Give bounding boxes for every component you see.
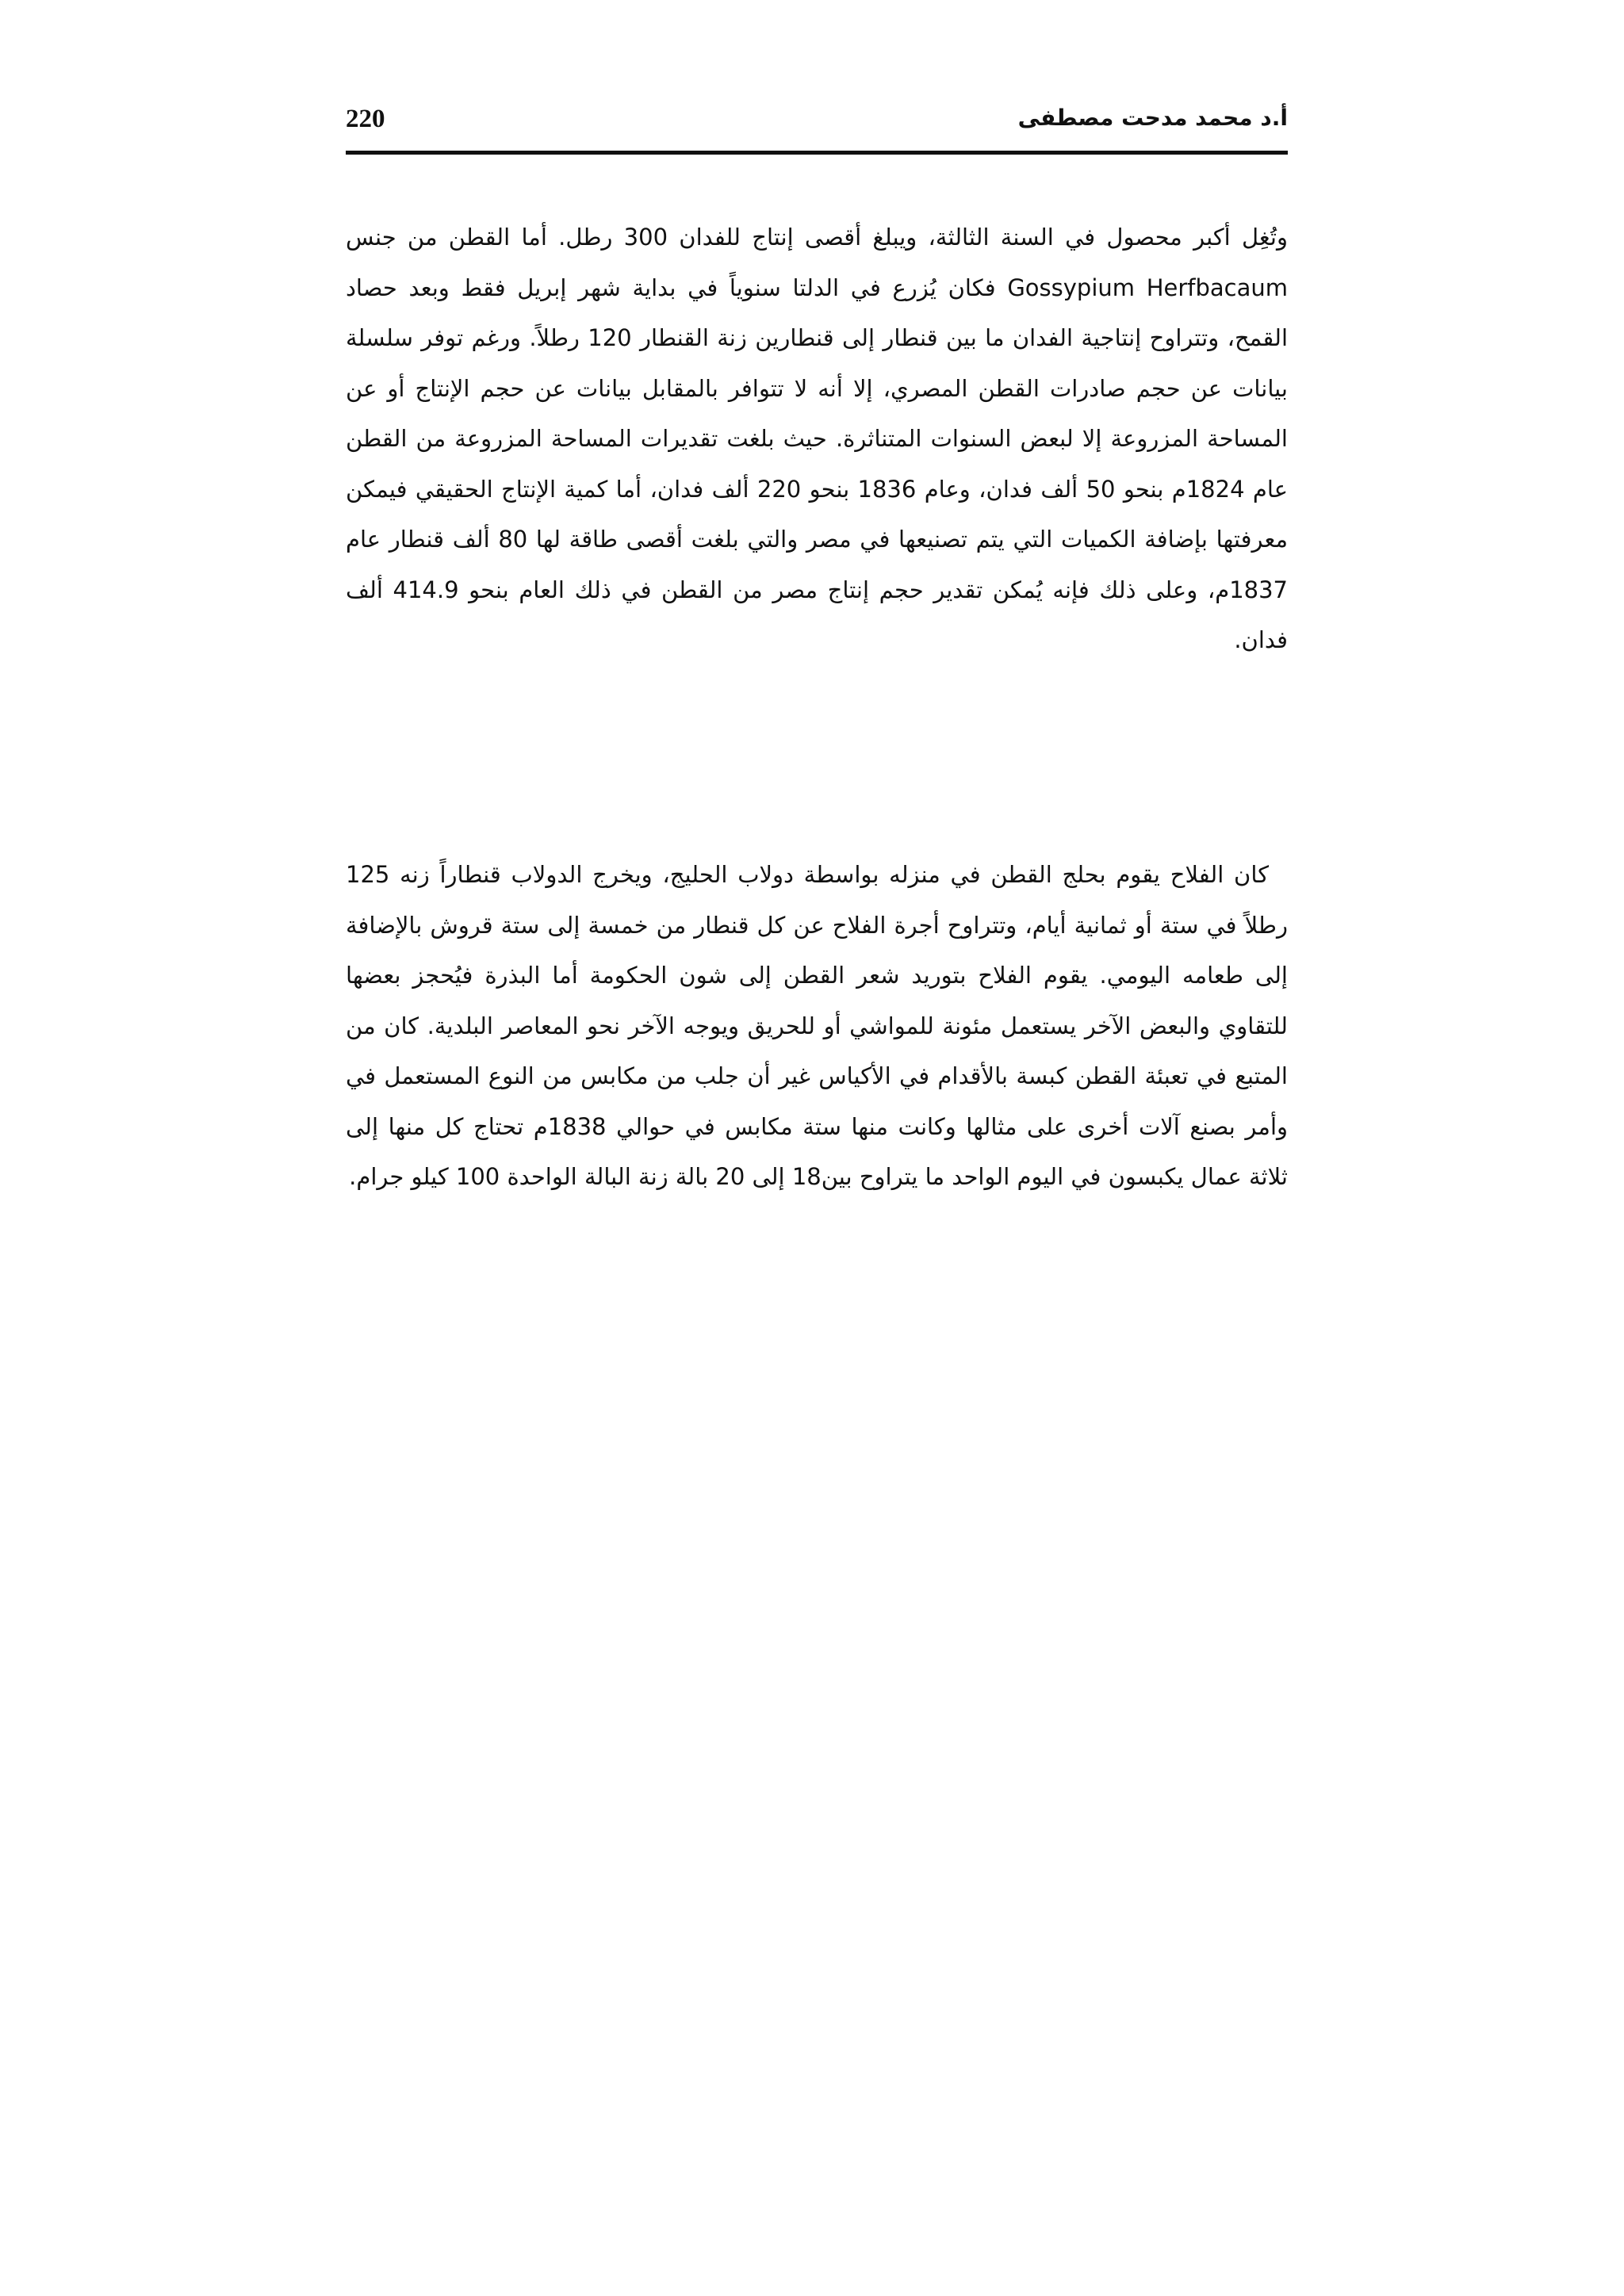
paragraph-1: وتُغِل أكبر محصول في السنة الثالثة، ويبلغ أقصى إنتاج للفدان 300 رطل. أما القطن من جنس Gossypium Herfbacaum فكان يُزرع في الدلتا سنوياً في بداية شهر إبريل فقط وبعد حصاد القمح، وتتراوح إنتاجية الفدان ما بين قنطار إلى قنطارين زنة القنطار 120 رطلاً. ورغم توفر سلسلة بيانات عن حجم صادرات القطن المصري، إلا أنه لا تتوافر بالمقابل بيانات عن حجم الإنتاج أو عن المساحة المزروعة إلا لبعض السنوات المتناثرة. حيث بلغت تقديرات المساحة المزروعة من القطن عام 1824م بنحو 50 ألف فدان، وعام 1836 بنحو 220 ألف فدان، أما كمية الإنتاج الحقيقي فيمكن معرفتها بإضافة الكميات التي يتم تصنيعها في مصر والتي بلغت أقصى طاقة لها 80 ألف قنطار عام 1837م، وعلى ذلك فإنه يُمكن تقدير حجم إنتاج مصر من القطن في ذلك العام بنحو 414.9 ألف فدان.: [346, 224, 1289, 653]
running-head-author: أ.د محمد مدحت مصطفى: [1017, 105, 1288, 131]
page-number: 220: [346, 105, 385, 133]
page-header: [346, 101, 1288, 155]
paragraph-2: كان الفلاح يقوم بحلج القطن في منزله بواسطة دولاب الحليج، ويخرج الدولاب قنطاراً زنه 125 رطلاً في ستة أو ثمانية أيام، وتتراوح أجرة الفلاح عن كل قنطار من خمسة إلى ستة قروش بالإضافة إلى طعامه اليومي. يقوم الفلاح بتوريد شعر القطن إلى شون الحكومة أما البذرة فيُحجز بعضها للتقاوي والبعض الآخر يستعمل مئونة للمواشي أو للحريق ويوجه الآخر نحو المعاصر البلدية. كان من المتبع في تعبئة القطن كبسة بالأقدام في الأكياس غير أن جلب من مكابس من النوع المستعمل في وأمر بصنع آلات أخرى على مثالها وكانت منها ستة مكابس في حوالي 1838م تحتاج كل منها إلى ثلاثة عمال يكبسون في اليوم الواحد ما يتراوح بين18 إلى 20 بالة زنة البالة الواحدة 100 كيلو جرام.: [346, 861, 1289, 1190]
